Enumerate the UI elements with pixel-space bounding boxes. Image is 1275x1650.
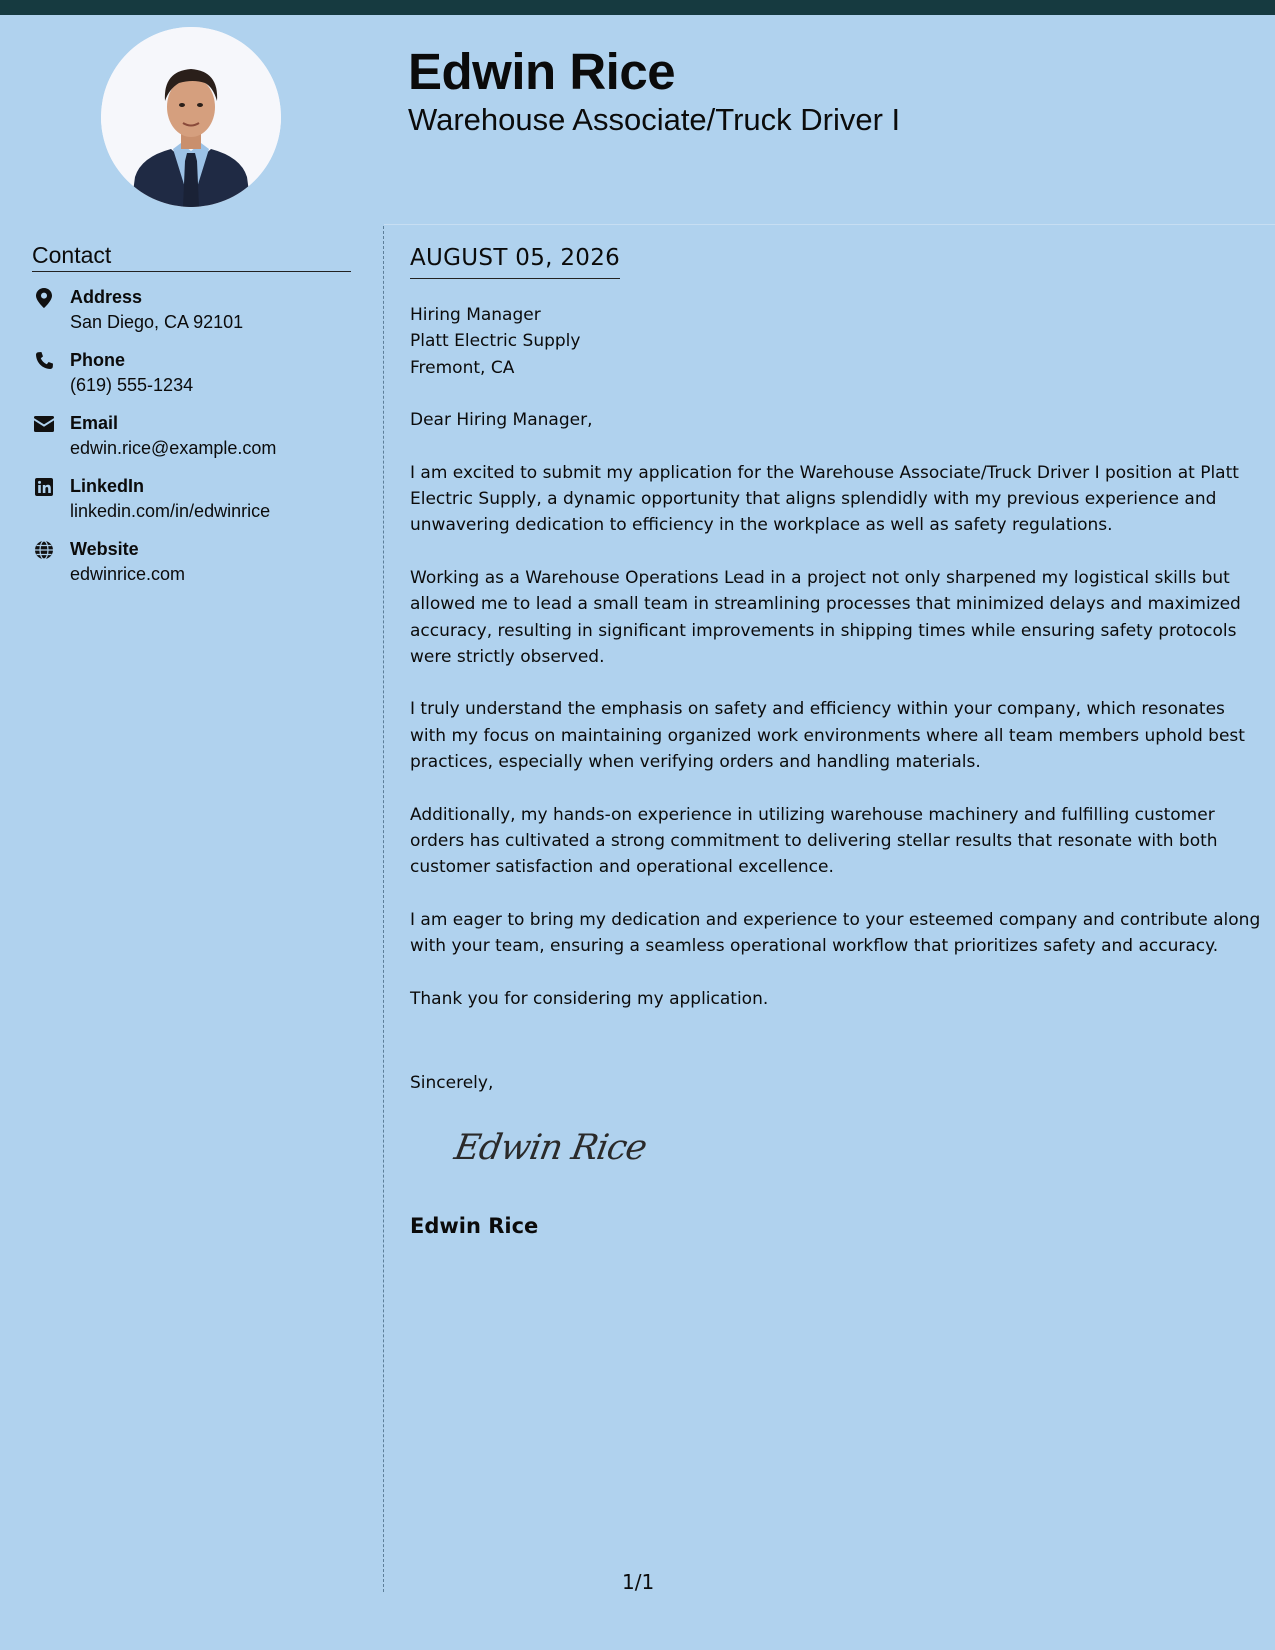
page-number: 1/1 xyxy=(622,1570,655,1594)
contact-label-phone: Phone xyxy=(70,350,126,370)
column-divider xyxy=(383,226,384,1592)
contact-label-website: Website xyxy=(70,539,139,559)
contact-item-website xyxy=(32,536,362,599)
letter-paragraph: I truly understand the emphasis on safety and efficiency within your company, which resonates with my focus on maintaining organized work environments where all team members uphold best practices, especially when verifying orders and handling materials. xyxy=(410,699,1245,773)
letter-closing: Sincerely, xyxy=(410,1073,494,1093)
recipient-line: Hiring Manager xyxy=(410,305,541,325)
contact-item-linkedin xyxy=(32,473,362,536)
job-title: Warehouse Associate/Truck Driver I xyxy=(408,102,901,137)
map-pin-icon xyxy=(32,286,56,310)
letter-paragraph: Thank you for considering my application. xyxy=(410,988,769,1009)
header-divider xyxy=(384,224,1275,225)
letter-body xyxy=(410,302,1262,1038)
contact-label-email: Email xyxy=(70,413,119,433)
letter-paragraph: I am excited to submit my application for the Warehouse Associate/Truck Driver I position at Platt Electric Supply, a dynamic opportunity that aligns splendidly with my previous experience and unwavering dedication to efficiency in the workplace as well as safety regulations. xyxy=(410,462,1239,536)
contact-value-email: edwin.rice@example.com xyxy=(70,438,277,458)
profile-photo xyxy=(101,27,281,207)
contact-item-address xyxy=(32,284,362,347)
handwritten-signature: Edwin Rice xyxy=(451,1128,650,1168)
contact-value-linkedin: linkedin.com/in/edwinrice xyxy=(70,501,271,521)
letter-paragraph: Additionally, my hands-on experience in utilizing warehouse machinery and fulfilling customer orders has cultivated a strong commitment to delivering stellar results that resonate with both customer satisfaction and operational excellence. xyxy=(410,804,1218,878)
recipient-line: Platt Electric Supply xyxy=(410,331,581,352)
envelope-icon xyxy=(32,412,56,436)
portrait-illustration xyxy=(101,27,281,207)
top-accent-bar xyxy=(0,0,1275,15)
contact-label-linkedin: LinkedIn xyxy=(70,476,145,496)
letter-paragraph: Working as a Warehouse Operations Lead in a project not only sharpened my logistical skills but allowed me to lead a small team in streamlining processes that minimized delays and maximized accuracy, resulting in significant improvements in shipping times while ensuring safety protocols were strictly observed. xyxy=(410,567,1241,667)
signer-name: Edwin Rice xyxy=(410,1214,539,1238)
contact-value-website: edwinrice.com xyxy=(70,564,186,584)
recipient-line: Fremont, CA xyxy=(410,357,515,378)
contact-value-address: San Diego, CA 92101 xyxy=(70,312,244,332)
letter-paragraph: I am eager to bring my dedication and experience to your esteemed company and contribute along with your team, ensuring a seamless operational workflow that prioritizes safety and accuracy. xyxy=(410,909,1261,957)
contact-heading: Contact xyxy=(32,239,351,272)
phone-icon xyxy=(32,349,56,373)
contact-label-address: Address xyxy=(70,287,143,307)
letter-date: AUGUST 05, 2026 xyxy=(410,243,620,279)
contact-item-phone xyxy=(32,347,362,410)
candidate-name: Edwin Rice xyxy=(408,43,676,100)
salutation: Dear Hiring Manager, xyxy=(410,410,593,431)
contact-value-phone: (619) 555-1234 xyxy=(70,375,194,395)
globe-icon xyxy=(32,538,56,562)
contact-list xyxy=(32,284,362,599)
linkedin-icon xyxy=(32,475,56,499)
recipient-block xyxy=(410,302,1262,381)
contact-item-email xyxy=(32,410,362,473)
